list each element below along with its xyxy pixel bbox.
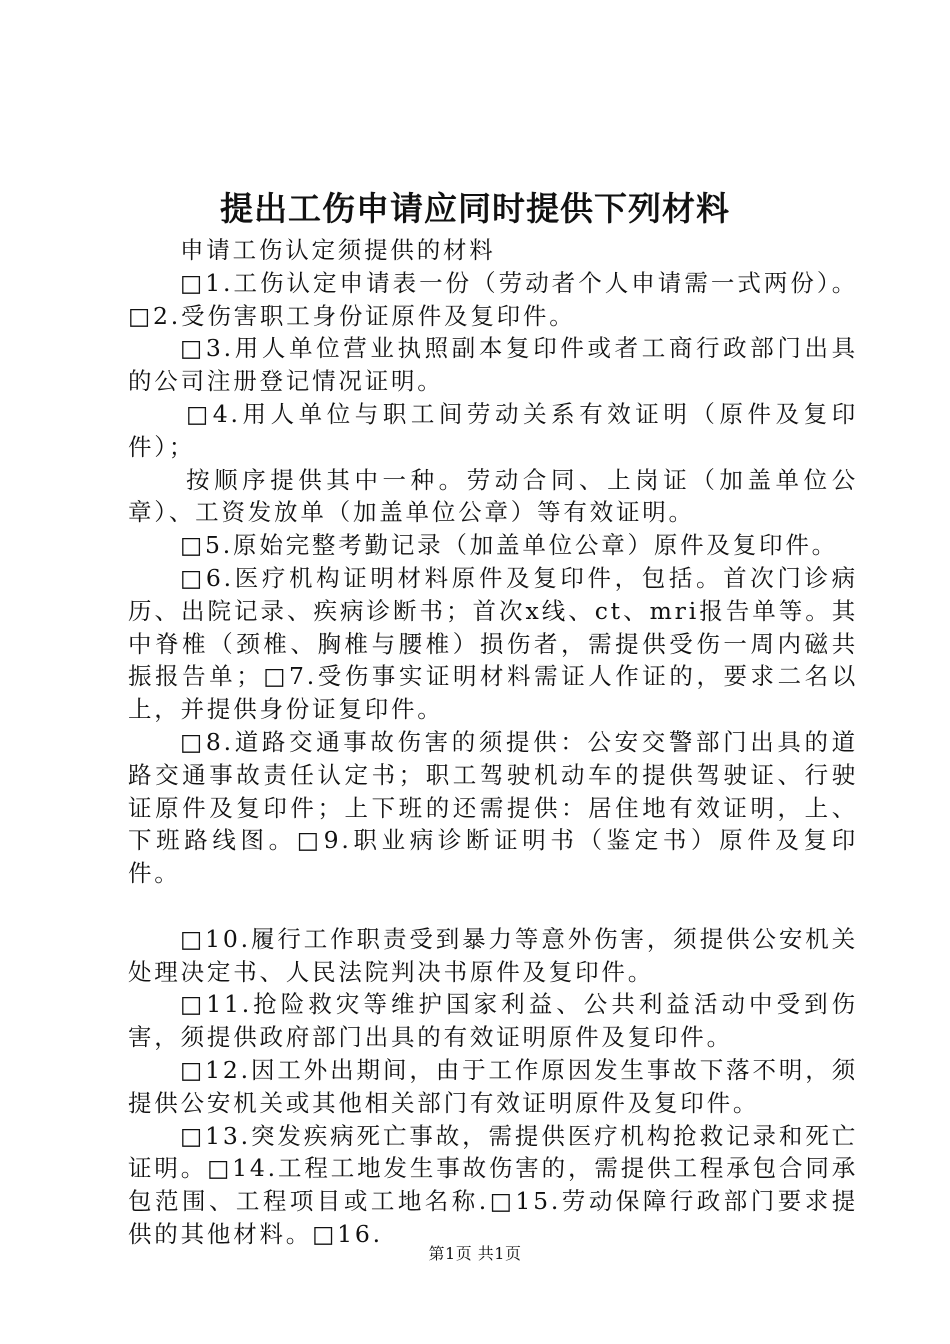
paragraph-item-1-2: □1.工伤认定申请表一份（劳动者个人申请需一式两份）。□2.受伤害职工身份证原件及复印件。 xyxy=(128,268,858,330)
document-body xyxy=(128,234,858,1251)
paragraph-item-11: □11.抢险救灾等维护国家利益、公共利益活动中受到伤害，须提供政府部门出具的有效证明原件及复印件。 xyxy=(128,990,858,1052)
paragraph-item-4: □4.用人单位与职工间劳动关系有效证明（原件及复印件）； xyxy=(128,399,858,461)
paragraph-item-5: □5.原始完整考勤记录（加盖单位公章）原件及复印件。 xyxy=(180,531,838,560)
paragraph-item-13-16: □13.突发疾病死亡事故，需提供医疗机构抢救记录和死亡证明。□14.工程工地发生事故伤害的，需提供工程承包合同承包范围、工程项目或工地名称.□15.劳动保障行政部门要求提供的其他材料。□16. xyxy=(128,1121,858,1248)
paragraph-item-4-detail: 按顺序提供其中一种。劳动合同、上岗证（加盖单位公章）、工资发放单（加盖单位公章）等有效证明。 xyxy=(128,465,858,527)
paragraph-item-3: □3.用人单位营业执照副本复印件或者工商行政部门出具的公司注册登记情况证明。 xyxy=(128,334,858,396)
paragraph-gap xyxy=(128,890,858,923)
paragraph-item-6-7: □6.医疗机构证明材料原件及复印件，包括。首次门诊病历、出院记录、疾病诊断书；首次x线、ct、mri报告单等。其中脊椎（颈椎、胸椎与腰椎）损伤者，需提供受伤一周内磁共振报告单；□7.受伤事实证明材料需证人作证的，要求二名以上，并提供身份证复印件。 xyxy=(128,563,858,724)
paragraph-item-12: □12.因工外出期间，由于工作原因发生事故下落不明，须提供公安机关或其他相关部门有效证明原件及复印件。 xyxy=(128,1055,858,1117)
document-title: 提出工伤申请应同时提供下列材料 xyxy=(220,189,730,228)
paragraph-item-8-9: □8.道路交通事故伤害的须提供：公安交警部门出具的道路交通事故责任认定书；职工驾驶机动车的提供驾驶证、行驶证原件及复印件；上下班的还需提供：居住地有效证明，上、下班路线图。□9.职业病诊断证明书（鉴定书）原件及复印件。 xyxy=(128,727,858,888)
page-number-footer: 第1页 共1页 xyxy=(428,1244,522,1263)
paragraph-item-10: □10.履行工作职责受到暴力等意外伤害，须提供公安机关处理决定书、人民法院判决书原件及复印件。 xyxy=(128,924,858,986)
paragraph-intro: 申请工伤认定须提供的材料 xyxy=(180,236,496,264)
